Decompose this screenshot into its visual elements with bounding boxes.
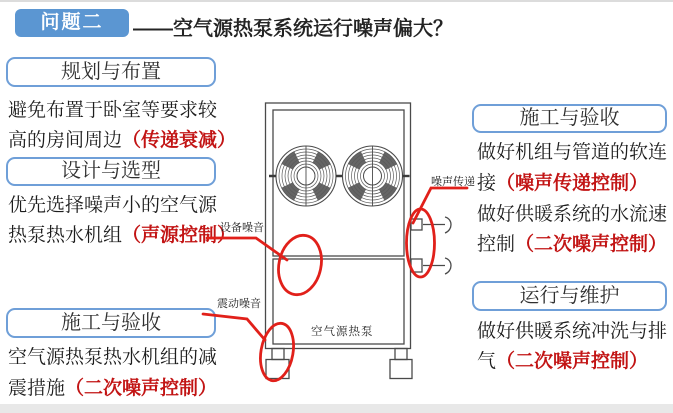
section-box-planning-layout: 规划与布置: [6, 57, 216, 87]
design-text-line-1: 优先选择噪声小的空气源: [8, 195, 218, 216]
section-box-construction-acceptance-left: 施工与验收: [6, 308, 216, 338]
section-box-design-selection: 设计与选型: [6, 157, 216, 186]
noise-transfer-label: 噪声传递: [431, 176, 475, 188]
fan-grille-right: [343, 146, 410, 206]
construction-right-text-line-1: 做好机组与管道的软连: [477, 142, 668, 163]
section-box-construction-acceptance-right: 施工与验收: [472, 104, 667, 133]
construction-right-line-2-black: 接: [477, 173, 497, 194]
operation-line-2-black: 气: [477, 351, 497, 372]
callout-line-noise-transfer: [413, 188, 467, 223]
construction-left-line-2-black: 震措施: [8, 378, 66, 399]
construction-right-line-4-red: （二次噪声控制）: [515, 234, 668, 255]
planning-text-line-2-red: （传递衰减）: [122, 130, 237, 151]
planning-text-line-1: 避免布置于卧室等要求较: [8, 100, 218, 121]
callout-line-equipment-noise: [207, 238, 287, 260]
construction-right-line-4-black: 控制: [477, 234, 516, 255]
noise-ellipse-equipment: [273, 231, 327, 298]
operation-line-2-red: （二次噪声控制）: [496, 351, 649, 372]
construction-left-line-2-red: （二次噪声控制）: [65, 378, 218, 399]
fan-grille-left: [269, 146, 343, 206]
noise-ellipse-foot: [256, 321, 298, 384]
planning-text-line-2-black: 高的房间周边: [8, 130, 123, 151]
section-box-operation-maintenance: 运行与维护: [472, 281, 667, 311]
heat-pump-unit-label: 空气源热泵: [311, 326, 374, 338]
operation-text-line-1: 做好供暖系统冲洗与排: [477, 321, 668, 342]
callout-line-vibration-noise: [203, 314, 265, 340]
problem-badge: 问题二: [15, 9, 129, 37]
construction-right-text-line-3: 做好供暖系统的水流速: [477, 204, 668, 225]
construction-left-text-line-1: 空气源热泵热水机组的减: [8, 347, 218, 368]
vibration-noise-label: 震动噪音: [217, 298, 261, 310]
bottom-edge-strip: [0, 404, 673, 413]
equipment-noise-label: 设备噪音: [220, 222, 264, 234]
design-text-line-2-red: （声源控制）: [122, 225, 237, 246]
design-text-line-2-black: 热泵热水机组: [8, 225, 123, 246]
construction-right-line-2-red: （噪声传递控制）: [496, 173, 649, 194]
page-title: ——空气源热泵系统运行噪声偏大？: [133, 18, 453, 40]
